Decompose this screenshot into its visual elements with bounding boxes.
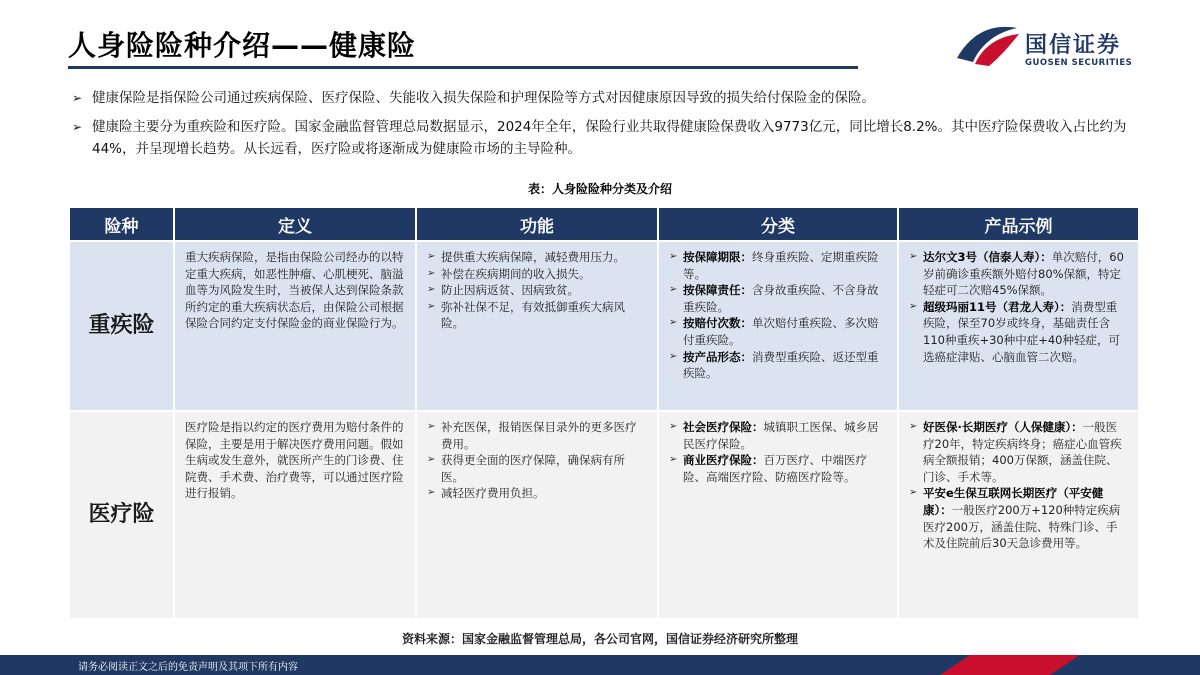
bullet-text: 健康保险是指保险公司通过疾病保险、医疗保险、失能收入损失保险和护理保险等方式对因健康原因导致的损失给付保险金的保险。 — [92, 90, 875, 106]
bullet-text: 健康险主要分为重疾险和医疗险。国家金融监督管理总局数据显示，2024年全年，保险行业共取得健康险保费收入9773亿元，同比增长8.2%。其中医疗险保费收入占比约为44%，并呈现增长趋势。从长远看，医疗险或将逐渐成为健康险市场的主导险种。 — [92, 119, 1127, 157]
header-cell-function: 功能 — [416, 207, 658, 241]
insurance-type-name: 重疾险 — [69, 241, 174, 411]
arrow-bullet-icon: ➢ — [669, 421, 678, 432]
page-title: 人身险险种介绍——健康险 — [68, 29, 417, 62]
example-cell — [898, 241, 1139, 411]
definition-cell: 重大疾病保险，是指由保险公司经办的以特定重大疾病，如恶性肿瘤、心肌梗死、脑溢血等为风险发生时，当被保人达到保险条款所约定的重大疾病状态后，由保险公司根据保险合同约定支付保险金的商业保险行为。 — [174, 241, 416, 411]
title-divider — [68, 66, 858, 69]
definition-cell: 医疗险是指以约定的医疗费用为赔付条件的保险，主要是用于解决医疗费用问题。假如生病或发生意外，就医所产生的门诊费、住院费、手术费、治疗费等，可以通过医疗险进行报销。 — [174, 411, 416, 619]
company-logo — [955, 22, 1145, 72]
logo-text-cn: 国信证券 — [1025, 33, 1122, 58]
arrow-bullet-icon: ➢ — [427, 267, 436, 279]
list-item: ➢ 按保障责任：含身故重疾险、不含身故重疾险。 — [669, 283, 879, 314]
arrow-bullet-icon: ➢ — [72, 120, 83, 134]
insurance-type-name: 医疗险 — [69, 411, 174, 619]
arrow-bullet-icon: ➢ — [72, 91, 83, 105]
disclaimer-text: 请务必阅读正文之后的免责声明及其项下所有内容 — [78, 662, 298, 673]
list-item: ➢ 防止因病返贫、因病致贫。 — [427, 283, 579, 298]
arrow-bullet-icon: ➢ — [669, 284, 678, 296]
table-caption: 表：人身险险种分类及介绍 — [527, 182, 672, 196]
table-row — [69, 241, 1139, 411]
header-cell-examples: 产品示例 — [898, 207, 1139, 241]
intro-bullet — [72, 116, 1132, 160]
list-item: ➢ 按产品形态：消费型重疾险、返还型重疾险。 — [669, 349, 879, 381]
arrow-bullet-icon: ➢ — [909, 421, 918, 432]
arrow-bullet-icon: ➢ — [669, 317, 678, 329]
list-item: ➢ 减轻医疗费用负担。 — [427, 486, 545, 501]
list-item: ➢ 按保障期限：终身重疾险、定期重疾险等。 — [669, 250, 879, 281]
guosen-logo-icon — [955, 22, 1023, 72]
list-item: ➢ 按赔付次数：单次赔付重疾险、多次赔付重疾险。 — [669, 316, 879, 347]
arrow-bullet-icon: ➢ — [909, 251, 918, 262]
arrow-bullet-icon: ➢ — [427, 421, 436, 432]
intro-bullets — [72, 87, 1132, 167]
list-item: ➢ 平安e生保互联网长期医疗（平安健康）：一般医疗200万+120种特定疾病医疗200万，涵盖住院、特殊门诊、手术及住院前后30天急诊费用等。 — [909, 486, 1121, 551]
list-item: ➢ 好医保·长期医疗（人保健康）：一般医疗20年，特定疾病终身；癌症心血管疾病全额报销；400万保额，涵盖住院、门诊、手术等。 — [909, 420, 1122, 484]
header-cell-definition: 定义 — [174, 207, 416, 241]
list-item: ➢ 超级玛丽11号（君龙人寿）：消费型重疾险，保至70岁或终身，基础责任含110种重疾+30种中症+40种轻症，可选癌症津贴、心脑血管二次赔。 — [909, 299, 1120, 364]
table-header-row — [69, 207, 1139, 241]
arrow-bullet-icon: ➢ — [427, 251, 436, 262]
intro-bullet — [72, 87, 1132, 109]
category-cell — [658, 241, 898, 411]
list-item: ➢ 社会医疗保险：城镇职工医保、城乡居民医疗保险。 — [669, 420, 879, 451]
function-cell — [416, 241, 658, 411]
header-cell-category: 分类 — [658, 207, 898, 241]
function-cell — [416, 411, 658, 619]
footer-stripe-icon — [900, 655, 1200, 675]
arrow-bullet-icon: ➢ — [427, 300, 436, 312]
list-item: ➢ 补充医保，报销医保目录外的更多医疗费用。 — [427, 420, 637, 451]
table-row — [69, 411, 1139, 619]
list-item: ➢ 获得更全面的医疗保障，确保病有所医。 — [427, 453, 625, 484]
footer-bar — [0, 655, 1200, 675]
insurance-table — [68, 206, 1140, 620]
example-cell — [898, 411, 1139, 619]
arrow-bullet-icon: ➢ — [669, 350, 678, 362]
arrow-bullet-icon: ➢ — [427, 454, 436, 466]
list-item: ➢ 提供重大疾病保障，减轻费用压力。 — [427, 250, 625, 264]
arrow-bullet-icon: ➢ — [427, 284, 436, 296]
list-item: ➢ 商业医疗保险：百万医疗、中端医疗险、高端医疗险、防癌医疗险等。 — [669, 453, 867, 484]
arrow-bullet-icon: ➢ — [909, 487, 918, 499]
logo-text-en: GUOSEN SECURITIES — [1025, 58, 1133, 68]
list-item: ➢ 补偿在疾病期间的收入损失。 — [427, 266, 591, 281]
arrow-bullet-icon: ➢ — [669, 251, 678, 262]
category-cell — [658, 411, 898, 619]
source-note: 资料来源：国家金融监督管理总局，各公司官网，国信证券经济研究所整理 — [401, 632, 798, 646]
arrow-bullet-icon: ➢ — [669, 454, 678, 466]
header-cell-type: 险种 — [69, 207, 174, 241]
arrow-bullet-icon: ➢ — [909, 300, 918, 312]
arrow-bullet-icon: ➢ — [427, 487, 436, 499]
list-item: ➢ 达尔文3号（信泰人寿）：单次赔付，60岁前确诊重疾额外赔付80%保额，特定轻症可二次赔45%保额。 — [909, 250, 1124, 298]
list-item: ➢ 弥补社保不足，有效抵御重疾大病风险。 — [427, 299, 625, 331]
